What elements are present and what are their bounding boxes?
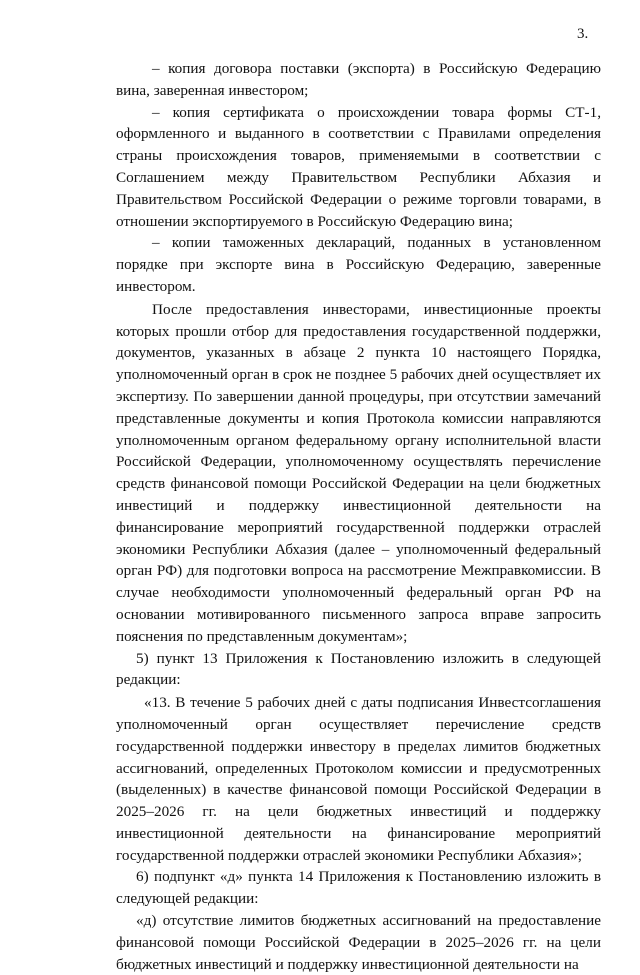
paragraph-certificate-copy: – копия сертификата о происхождении товара формы СТ-1, оформленного и выданного в соответствии с Правилами определения страны происхождения товаров, применяемыми в соответствии с Соглашением между Правительством Республики Абхазия и Правительством Российской Федерации о режиме торговли товарами, в отношении экспортируемого в Российскую Федерацию вина; (116, 103, 601, 230)
paragraph-clause-13: «13. В течение 5 рабочих дней с даты подписания Инвестсоглашения уполномоченный орган осуществляет перечисление средств государственной поддержки инвестору в пределах лимитов бюджетных ассигнований, определенных Протоколом комиссии и предусмотренных (выделенных) в качестве финансовой помощи Российской Федерации в 2025–2026 гг. на цели бюджетных инвестиций и поддержку инвестиционной деятельности на финансирование мероприятий государственной поддержки отраслей экономики Республики Абхазия»; (116, 694, 601, 864)
page-number: 3. (577, 26, 589, 42)
paragraph-contract-copy: – копия договора поставки (экспорта) в Российскую Федерацию вина, заверенная инвестором; (116, 60, 601, 99)
document-body (116, 58, 601, 975)
paragraph-item-5: 5) пункт 13 Приложения к Постановлению изложить в следующей редакции: (116, 649, 601, 689)
paragraph-subclause-d: «д) отсутствие лимитов бюджетных ассигнований на предоставление финансовой помощи Российской Федерации в 2025–2026 гг. на цели бюджетных инвестиций и поддержку инвестиционной деятельности на (116, 912, 601, 973)
paragraph-item-6: 6) подпункт «д» пункта 14 Приложения к Постановлению изложить в следующей редакции: (116, 868, 601, 908)
paragraph-customs-declarations: – копии таможенных деклараций, поданных в установленном порядке при экспорте вина в Российскую Федерацию, заверенные инвестором. (116, 234, 601, 295)
paragraph-after-submission: После предоставления инвесторами, инвестиционные проекты которых прошли отбор для предоставления государственной поддержки, документов, указанных в абзаце 2 пункта 10 настоящего Порядка, уполномоченный орган в срок не позднее 5 рабочих дней осуществляет их экспертизу. По завершении данной процедуры, при отсутствии замечаний представленные документы и копия Протокола комиссии направляются уполномоченным органом федеральному органу исполнительной власти Российской Федерации, уполномоченному осуществлять перечисление средств финансовой помощи Российской Федерации на цели бюджетных инвестиций и поддержку инвестиционной деятельности на финансирование мероприятий государственной поддержки отраслей экономики Республики Абхазия (далее – уполномоченный федеральный орган РФ) для подготовки вопроса на рассмотрение Межправкомиссии. В случае необходимости уполномоченный федеральный орган РФ на основании мотивированного письменного запроса вправе запросить пояснения по представленным документам»; (116, 300, 601, 645)
